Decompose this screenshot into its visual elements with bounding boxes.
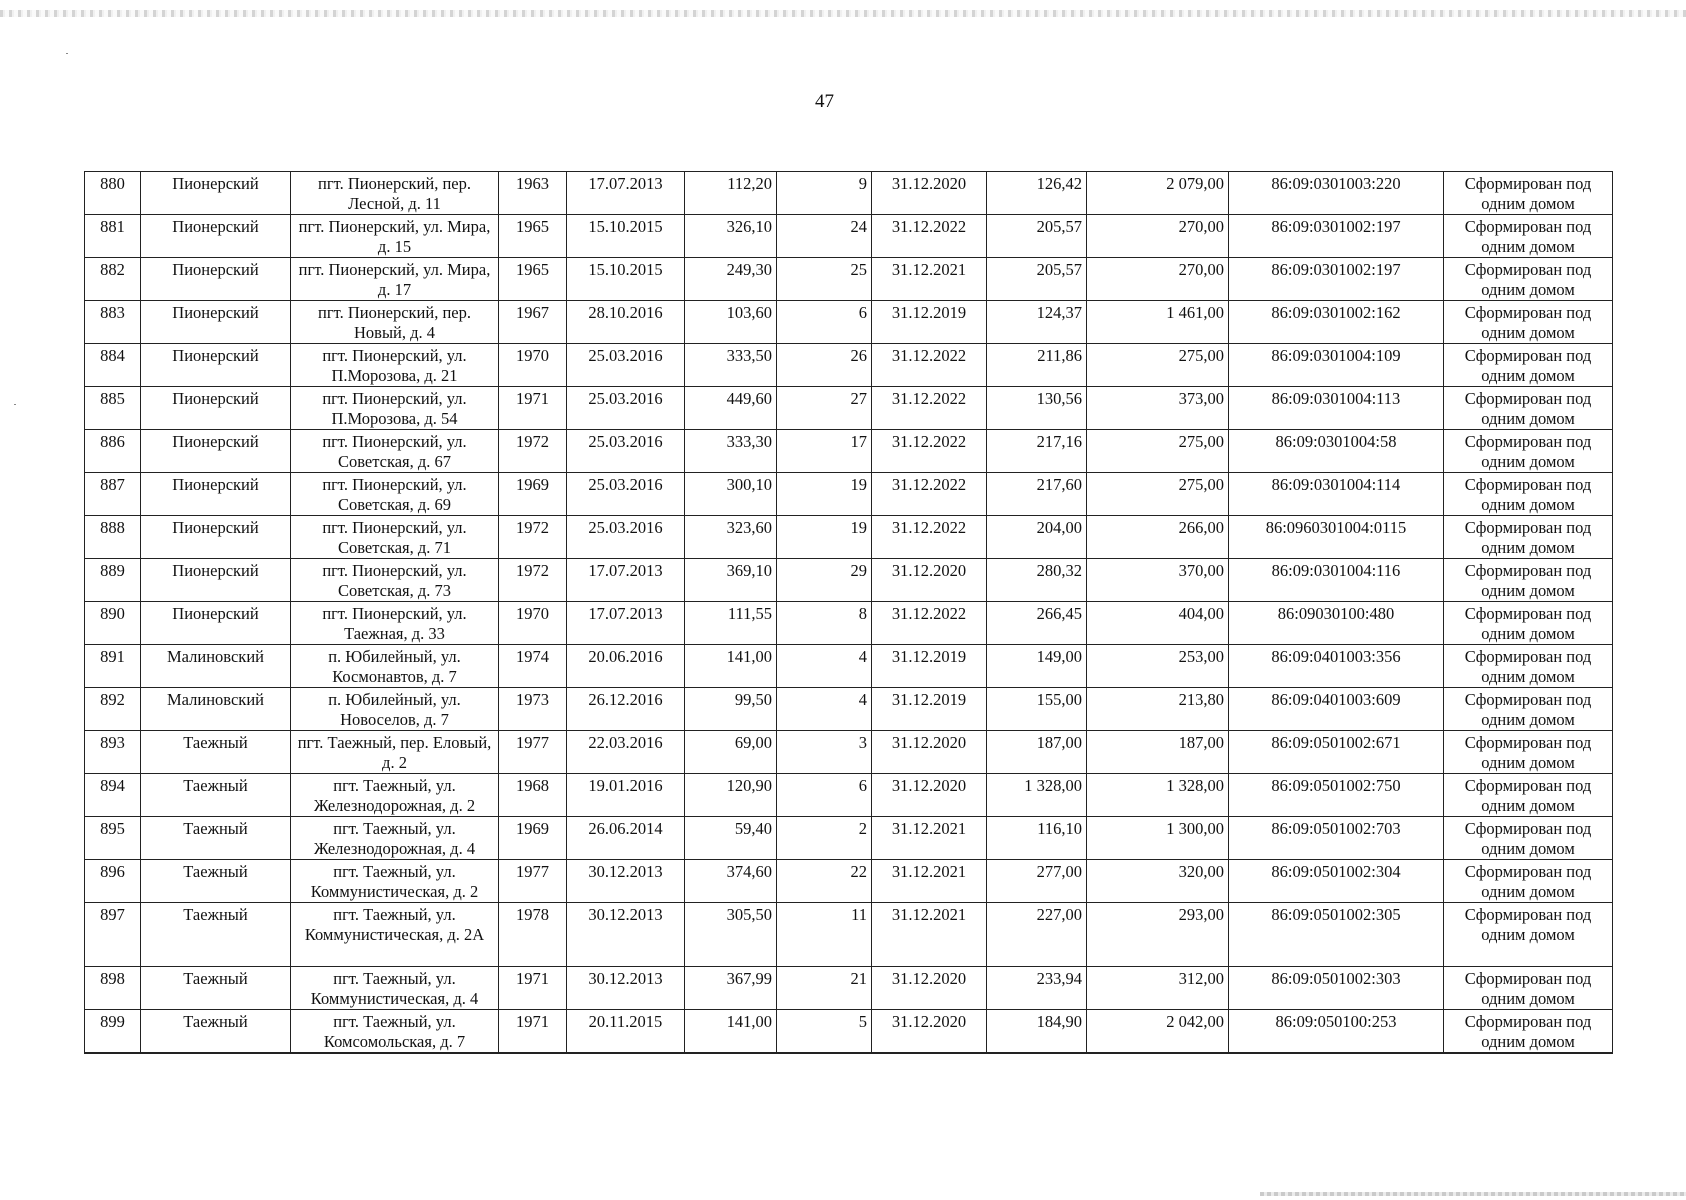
table-row: [85, 473, 1613, 516]
area-cell: 120,90: [685, 774, 777, 817]
status-cell: Сформирован под одним домом: [1444, 903, 1613, 967]
table-row: [85, 258, 1613, 301]
year-built-cell: 1972: [499, 559, 567, 602]
deadline-date-cell: 31.12.2022: [872, 387, 987, 430]
status-cell: Сформирован под одним домом: [1444, 387, 1613, 430]
status-cell: Сформирован под одним домом: [1444, 817, 1613, 860]
deadline-date-cell: 31.12.2022: [872, 344, 987, 387]
year-built-cell: 1973: [499, 688, 567, 731]
cadastral-number-cell: 86:09:0501002:305: [1229, 903, 1444, 967]
status-cell: Сформирован под одним домом: [1444, 774, 1613, 817]
address-cell: п. Юбилейный, ул. Космонавтов, д. 7: [291, 645, 499, 688]
count-cell: 24: [777, 215, 872, 258]
settlement-cell: Пионерский: [141, 387, 291, 430]
scan-edge-top: [0, 10, 1686, 17]
area-cell: 449,60: [685, 387, 777, 430]
settlement-cell: Таежный: [141, 1010, 291, 1054]
year-built-cell: 1965: [499, 258, 567, 301]
area-cell: 326,10: [685, 215, 777, 258]
table-row: [85, 645, 1613, 688]
year-built-cell: 1970: [499, 602, 567, 645]
date-cell: 30.12.2013: [567, 967, 685, 1010]
date-cell: 25.03.2016: [567, 516, 685, 559]
status-cell: Сформирован под одним домом: [1444, 344, 1613, 387]
deadline-date-cell: 31.12.2020: [872, 1010, 987, 1054]
area-cell: 367,99: [685, 967, 777, 1010]
cadastral-number-cell: 86:09:0301004:116: [1229, 559, 1444, 602]
cadastral-number-cell: 86:09030100:480: [1229, 602, 1444, 645]
date-cell: 30.12.2013: [567, 860, 685, 903]
value-cell: 266,45: [987, 602, 1087, 645]
date-cell: 15.10.2015: [567, 258, 685, 301]
settlement-cell: Таежный: [141, 731, 291, 774]
status-cell: Сформирован под одним домом: [1444, 215, 1613, 258]
value-cell: 205,57: [987, 258, 1087, 301]
value-cell: 1 461,00: [1087, 301, 1229, 344]
value-cell: 124,37: [987, 301, 1087, 344]
year-built-cell: 1971: [499, 1010, 567, 1054]
value-cell: 373,00: [1087, 387, 1229, 430]
count-cell: 6: [777, 301, 872, 344]
value-cell: 227,00: [987, 903, 1087, 967]
settlement-cell: Таежный: [141, 903, 291, 967]
row-number: 885: [85, 387, 141, 430]
cadastral-number-cell: 86:09:0301004:109: [1229, 344, 1444, 387]
value-cell: 187,00: [987, 731, 1087, 774]
table-row: [85, 301, 1613, 344]
area-cell: 374,60: [685, 860, 777, 903]
address-cell: пгт. Пионерский, ул. П.Морозова, д. 54: [291, 387, 499, 430]
area-cell: 141,00: [685, 645, 777, 688]
table-row: [85, 774, 1613, 817]
count-cell: 9: [777, 172, 872, 215]
year-built-cell: 1968: [499, 774, 567, 817]
value-cell: 275,00: [1087, 344, 1229, 387]
deadline-date-cell: 31.12.2020: [872, 774, 987, 817]
cadastral-number-cell: 86:09:0401003:609: [1229, 688, 1444, 731]
status-cell: Сформирован под одним домом: [1444, 430, 1613, 473]
value-cell: 1 300,00: [1087, 817, 1229, 860]
count-cell: 2: [777, 817, 872, 860]
date-cell: 15.10.2015: [567, 215, 685, 258]
settlement-cell: Пионерский: [141, 258, 291, 301]
count-cell: 27: [777, 387, 872, 430]
date-cell: 20.06.2016: [567, 645, 685, 688]
table-row: [85, 344, 1613, 387]
date-cell: 25.03.2016: [567, 344, 685, 387]
value-cell: 184,90: [987, 1010, 1087, 1054]
area-cell: 249,30: [685, 258, 777, 301]
settlement-cell: Пионерский: [141, 430, 291, 473]
value-cell: 270,00: [1087, 215, 1229, 258]
address-cell: п. Юбилейный, ул. Новоселов, д. 7: [291, 688, 499, 731]
table-row: [85, 860, 1613, 903]
year-built-cell: 1969: [499, 473, 567, 516]
value-cell: 187,00: [1087, 731, 1229, 774]
deadline-date-cell: 31.12.2019: [872, 301, 987, 344]
count-cell: 29: [777, 559, 872, 602]
value-cell: 211,86: [987, 344, 1087, 387]
status-cell: Сформирован под одним домом: [1444, 602, 1613, 645]
year-built-cell: 1977: [499, 860, 567, 903]
table-row: [85, 817, 1613, 860]
value-cell: 217,60: [987, 473, 1087, 516]
year-built-cell: 1963: [499, 172, 567, 215]
year-built-cell: 1971: [499, 387, 567, 430]
row-number: 886: [85, 430, 141, 473]
cadastral-number-cell: 86:09:0501002:671: [1229, 731, 1444, 774]
value-cell: 204,00: [987, 516, 1087, 559]
value-cell: 312,00: [1087, 967, 1229, 1010]
cadastral-number-cell: 86:09:0301002:197: [1229, 215, 1444, 258]
row-number: 896: [85, 860, 141, 903]
year-built-cell: 1969: [499, 817, 567, 860]
date-cell: 26.06.2014: [567, 817, 685, 860]
deadline-date-cell: 31.12.2022: [872, 215, 987, 258]
settlement-cell: Пионерский: [141, 301, 291, 344]
count-cell: 11: [777, 903, 872, 967]
count-cell: 4: [777, 688, 872, 731]
date-cell: 26.12.2016: [567, 688, 685, 731]
address-cell: пгт. Таежный, ул. Коммунистическая, д. 2: [291, 860, 499, 903]
date-cell: 19.01.2016: [567, 774, 685, 817]
cadastral-number-cell: 86:09:0501002:303: [1229, 967, 1444, 1010]
year-built-cell: 1971: [499, 967, 567, 1010]
settlement-cell: Пионерский: [141, 559, 291, 602]
row-number: 881: [85, 215, 141, 258]
area-cell: 103,60: [685, 301, 777, 344]
settlement-cell: Таежный: [141, 817, 291, 860]
row-number: 899: [85, 1010, 141, 1054]
deadline-date-cell: 31.12.2022: [872, 430, 987, 473]
deadline-date-cell: 31.12.2022: [872, 473, 987, 516]
count-cell: 19: [777, 473, 872, 516]
page-number: 47: [815, 91, 834, 112]
status-cell: Сформирован под одним домом: [1444, 172, 1613, 215]
area-cell: 59,40: [685, 817, 777, 860]
settlement-cell: Таежный: [141, 967, 291, 1010]
row-number: 893: [85, 731, 141, 774]
settlement-cell: Пионерский: [141, 473, 291, 516]
count-cell: 19: [777, 516, 872, 559]
table-row: [85, 430, 1613, 473]
address-cell: пгт. Пионерский, ул. Мира, д. 17: [291, 258, 499, 301]
settlement-cell: Малиновский: [141, 688, 291, 731]
row-number: 891: [85, 645, 141, 688]
value-cell: 1 328,00: [1087, 774, 1229, 817]
year-built-cell: 1972: [499, 516, 567, 559]
area-cell: 69,00: [685, 731, 777, 774]
value-cell: 253,00: [1087, 645, 1229, 688]
status-cell: Сформирован под одним домом: [1444, 967, 1613, 1010]
settlement-cell: Малиновский: [141, 645, 291, 688]
table-row: [85, 688, 1613, 731]
table-row: [85, 559, 1613, 602]
value-cell: 320,00: [1087, 860, 1229, 903]
area-cell: 333,30: [685, 430, 777, 473]
deadline-date-cell: 31.12.2020: [872, 172, 987, 215]
count-cell: 3: [777, 731, 872, 774]
year-built-cell: 1972: [499, 430, 567, 473]
scan-edge-bottom: [1260, 1192, 1686, 1196]
area-cell: 112,20: [685, 172, 777, 215]
value-cell: 293,00: [1087, 903, 1229, 967]
value-cell: 126,42: [987, 172, 1087, 215]
settlement-cell: Пионерский: [141, 602, 291, 645]
area-cell: 323,60: [685, 516, 777, 559]
value-cell: 155,00: [987, 688, 1087, 731]
date-cell: 25.03.2016: [567, 473, 685, 516]
area-cell: 305,50: [685, 903, 777, 967]
registry-table: [84, 171, 1613, 1054]
deadline-date-cell: 31.12.2020: [872, 967, 987, 1010]
date-cell: 17.07.2013: [567, 602, 685, 645]
deadline-date-cell: 31.12.2021: [872, 817, 987, 860]
area-cell: 111,55: [685, 602, 777, 645]
status-cell: Сформирован под одним домом: [1444, 688, 1613, 731]
address-cell: пгт. Пионерский, ул. Советская, д. 69: [291, 473, 499, 516]
settlement-cell: Таежный: [141, 774, 291, 817]
table-row: [85, 516, 1613, 559]
deadline-date-cell: 31.12.2022: [872, 516, 987, 559]
table-row: [85, 731, 1613, 774]
row-number: 895: [85, 817, 141, 860]
status-cell: Сформирован под одним домом: [1444, 516, 1613, 559]
value-cell: 2 042,00: [1087, 1010, 1229, 1054]
status-cell: Сформирован под одним домом: [1444, 473, 1613, 516]
cadastral-number-cell: 86:09:0501002:750: [1229, 774, 1444, 817]
address-cell: пгт. Таежный, ул. Коммунистическая, д. 2А: [291, 903, 499, 967]
deadline-date-cell: 31.12.2020: [872, 559, 987, 602]
row-number: 883: [85, 301, 141, 344]
row-number: 889: [85, 559, 141, 602]
cadastral-number-cell: 86:09:0501002:703: [1229, 817, 1444, 860]
row-number: 880: [85, 172, 141, 215]
year-built-cell: 1974: [499, 645, 567, 688]
value-cell: 275,00: [1087, 473, 1229, 516]
row-number: 892: [85, 688, 141, 731]
area-cell: 141,00: [685, 1010, 777, 1054]
year-built-cell: 1970: [499, 344, 567, 387]
scan-speck: [14, 404, 16, 405]
status-cell: Сформирован под одним домом: [1444, 645, 1613, 688]
table-row: [85, 903, 1613, 967]
value-cell: 205,57: [987, 215, 1087, 258]
deadline-date-cell: 31.12.2019: [872, 645, 987, 688]
count-cell: 17: [777, 430, 872, 473]
cadastral-number-cell: 86:09:0301004:113: [1229, 387, 1444, 430]
value-cell: 404,00: [1087, 602, 1229, 645]
status-cell: Сформирован под одним домом: [1444, 258, 1613, 301]
cadastral-number-cell: 86:09:050100:253: [1229, 1010, 1444, 1054]
date-cell: 25.03.2016: [567, 430, 685, 473]
row-number: 897: [85, 903, 141, 967]
value-cell: 270,00: [1087, 258, 1229, 301]
count-cell: 25: [777, 258, 872, 301]
deadline-date-cell: 31.12.2021: [872, 258, 987, 301]
settlement-cell: Пионерский: [141, 516, 291, 559]
cadastral-number-cell: 86:09:0301004:114: [1229, 473, 1444, 516]
date-cell: 22.03.2016: [567, 731, 685, 774]
deadline-date-cell: 31.12.2022: [872, 602, 987, 645]
address-cell: пгт. Таежный, ул. Комсомольская, д. 7: [291, 1010, 499, 1054]
area-cell: 300,10: [685, 473, 777, 516]
status-cell: Сформирован под одним домом: [1444, 731, 1613, 774]
value-cell: 2 079,00: [1087, 172, 1229, 215]
deadline-date-cell: 31.12.2021: [872, 903, 987, 967]
table-row: [85, 387, 1613, 430]
settlement-cell: Таежный: [141, 860, 291, 903]
cadastral-number-cell: 86:09:0401003:356: [1229, 645, 1444, 688]
cadastral-number-cell: 86:09:0301002:162: [1229, 301, 1444, 344]
cadastral-number-cell: 86:09:0301002:197: [1229, 258, 1444, 301]
address-cell: пгт. Таежный, ул. Железнодорожная, д. 2: [291, 774, 499, 817]
deadline-date-cell: 31.12.2019: [872, 688, 987, 731]
cadastral-number-cell: 86:09:0301004:58: [1229, 430, 1444, 473]
settlement-cell: Пионерский: [141, 172, 291, 215]
settlement-cell: Пионерский: [141, 215, 291, 258]
count-cell: 8: [777, 602, 872, 645]
value-cell: 370,00: [1087, 559, 1229, 602]
year-built-cell: 1967: [499, 301, 567, 344]
row-number: 882: [85, 258, 141, 301]
table-row: [85, 967, 1613, 1010]
table-row: [85, 215, 1613, 258]
value-cell: 266,00: [1087, 516, 1229, 559]
value-cell: 1 328,00: [987, 774, 1087, 817]
row-number: 887: [85, 473, 141, 516]
table-row: [85, 1010, 1613, 1054]
address-cell: пгт. Пионерский, ул. Советская, д. 67: [291, 430, 499, 473]
value-cell: 233,94: [987, 967, 1087, 1010]
count-cell: 6: [777, 774, 872, 817]
area-cell: 333,50: [685, 344, 777, 387]
count-cell: 21: [777, 967, 872, 1010]
row-number: 894: [85, 774, 141, 817]
address-cell: пгт. Таежный, пер. Еловый, д. 2: [291, 731, 499, 774]
status-cell: Сформирован под одним домом: [1444, 1010, 1613, 1054]
status-cell: Сформирован под одним домом: [1444, 301, 1613, 344]
count-cell: 4: [777, 645, 872, 688]
settlement-cell: Пионерский: [141, 344, 291, 387]
count-cell: 5: [777, 1010, 872, 1054]
value-cell: 130,56: [987, 387, 1087, 430]
deadline-date-cell: 31.12.2020: [872, 731, 987, 774]
address-cell: пгт. Таежный, ул. Коммунистическая, д. 4: [291, 967, 499, 1010]
address-cell: пгт. Пионерский, пер. Новый, д. 4: [291, 301, 499, 344]
year-built-cell: 1978: [499, 903, 567, 967]
date-cell: 25.03.2016: [567, 387, 685, 430]
date-cell: 28.10.2016: [567, 301, 685, 344]
count-cell: 26: [777, 344, 872, 387]
date-cell: 20.11.2015: [567, 1010, 685, 1054]
address-cell: пгт. Пионерский, ул. Советская, д. 71: [291, 516, 499, 559]
row-number: 888: [85, 516, 141, 559]
area-cell: 99,50: [685, 688, 777, 731]
address-cell: пгт. Пионерский, пер. Лесной, д. 11: [291, 172, 499, 215]
count-cell: 22: [777, 860, 872, 903]
status-cell: Сформирован под одним домом: [1444, 860, 1613, 903]
address-cell: пгт. Таежный, ул. Железнодорожная, д. 4: [291, 817, 499, 860]
value-cell: 280,32: [987, 559, 1087, 602]
cadastral-number-cell: 86:09:0501002:304: [1229, 860, 1444, 903]
date-cell: 17.07.2013: [567, 559, 685, 602]
row-number: 884: [85, 344, 141, 387]
table-row: [85, 172, 1613, 215]
date-cell: 30.12.2013: [567, 903, 685, 967]
year-built-cell: 1977: [499, 731, 567, 774]
address-cell: пгт. Пионерский, ул. П.Морозова, д. 21: [291, 344, 499, 387]
area-cell: 369,10: [685, 559, 777, 602]
deadline-date-cell: 31.12.2021: [872, 860, 987, 903]
value-cell: 217,16: [987, 430, 1087, 473]
row-number: 890: [85, 602, 141, 645]
status-cell: Сформирован под одним домом: [1444, 559, 1613, 602]
row-number: 898: [85, 967, 141, 1010]
cadastral-number-cell: 86:09:0301003:220: [1229, 172, 1444, 215]
address-cell: пгт. Пионерский, ул. Советская, д. 73: [291, 559, 499, 602]
value-cell: 149,00: [987, 645, 1087, 688]
address-cell: пгт. Пионерский, ул. Мира, д. 15: [291, 215, 499, 258]
cadastral-number-cell: 86:0960301004:0115: [1229, 516, 1444, 559]
value-cell: 116,10: [987, 817, 1087, 860]
date-cell: 17.07.2013: [567, 172, 685, 215]
value-cell: 275,00: [1087, 430, 1229, 473]
value-cell: 277,00: [987, 860, 1087, 903]
table-row: [85, 602, 1613, 645]
address-cell: пгт. Пионерский, ул. Таежная, д. 33: [291, 602, 499, 645]
scan-speck: [66, 53, 68, 54]
year-built-cell: 1965: [499, 215, 567, 258]
value-cell: 213,80: [1087, 688, 1229, 731]
